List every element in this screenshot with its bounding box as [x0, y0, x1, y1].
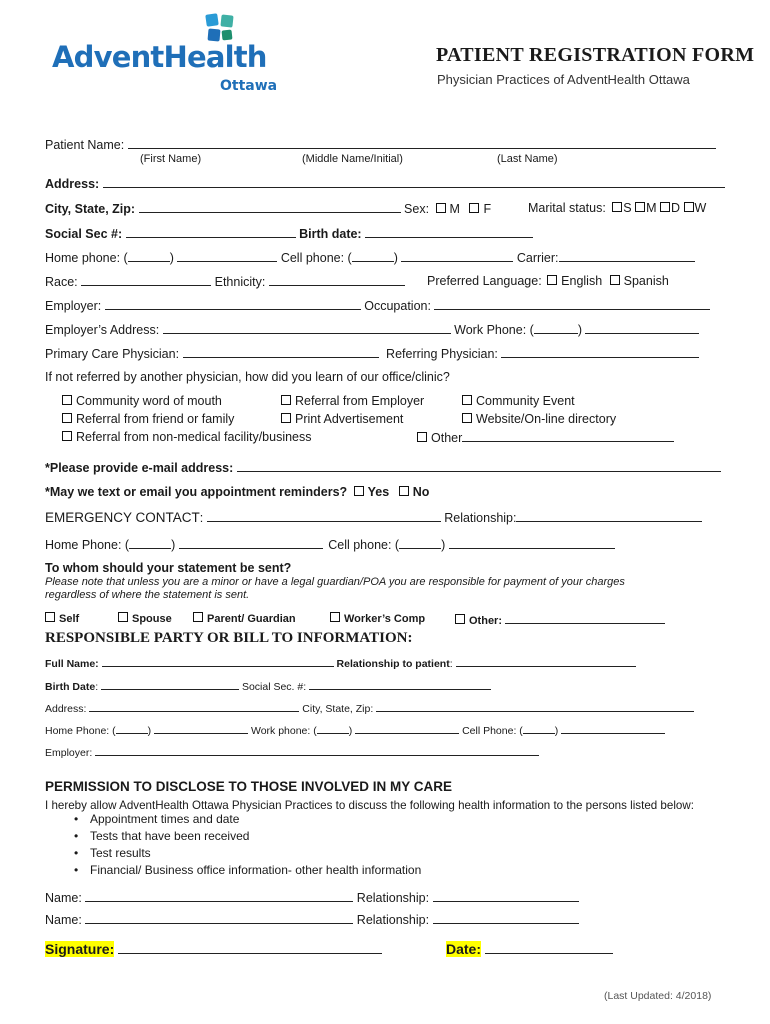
full-name-label: Full Name:: [45, 658, 99, 670]
emergency-cell-phone-label: Cell phone: (: [328, 538, 400, 552]
referral-option-label: Community word of mouth: [76, 394, 222, 408]
list-item: • Tests that have been received: [90, 828, 421, 845]
relationship-to-patient-label: Relationship to patient: [336, 658, 450, 670]
permission-list: [70, 811, 421, 879]
checkbox[interactable]: [118, 612, 128, 622]
responsible-employer-row: [45, 744, 539, 759]
statement-option-label: Other:: [469, 615, 502, 627]
ssn-field[interactable]: [126, 226, 296, 238]
date-row: [446, 941, 613, 957]
responsible-birth-row: [45, 678, 491, 693]
referral-option-label: Referral from Employer: [295, 394, 425, 408]
sex-f-label: F: [483, 202, 492, 216]
statement-note-1: Please note that unless you are a minor or have a legal guardian/POA you are responsible for payment of your charges: [45, 576, 625, 588]
responsible-employer-label: Employer:: [45, 747, 93, 759]
referral-other-field[interactable]: [462, 430, 674, 442]
employer-address-label: Employer’s Address:: [45, 323, 160, 337]
reminder-question: *May we text or email you appointment reminders?: [45, 485, 348, 499]
responsible-ssn-field[interactable]: [309, 678, 491, 690]
reminder-yes-label: Yes: [367, 485, 390, 499]
birth-date-field[interactable]: [365, 226, 533, 238]
marital-w-checkbox[interactable]: [684, 202, 694, 212]
list-item: • Financial/ Business office information- other health information: [90, 862, 421, 879]
patient-name-row: [45, 137, 716, 152]
occupation-label: Occupation:: [364, 299, 431, 313]
work-phone-field[interactable]: [585, 322, 699, 334]
checkbox[interactable]: [281, 413, 291, 423]
paren-close: ): [171, 538, 176, 552]
permission-relationship-field[interactable]: [433, 890, 579, 902]
statement-self[interactable]: [45, 612, 79, 625]
paren-close: ): [441, 538, 446, 552]
statement-option-label: Worker’s Comp: [344, 613, 426, 625]
referral-option-label: Referral from friend or family: [76, 412, 235, 426]
paren-close: ): [348, 725, 353, 737]
sex-m-checkbox[interactable]: [436, 203, 446, 213]
english-label: English: [561, 274, 603, 288]
responsible-cell-area[interactable]: [523, 722, 555, 734]
permission-relationship-label: Relationship:: [356, 913, 430, 927]
city-label: City, State, Zip:: [45, 202, 136, 216]
spanish-label: Spanish: [623, 274, 669, 288]
statement-question: To whom should your statement be sent?: [45, 561, 292, 575]
statement-other-field[interactable]: [505, 612, 665, 624]
referring-label: Referring Physician:: [386, 347, 498, 361]
emergency-cell-area[interactable]: [399, 537, 441, 549]
carrier-label: Carrier:: [516, 251, 559, 265]
checkbox[interactable]: [281, 395, 291, 405]
carrier-field[interactable]: [559, 250, 695, 262]
reminder-yes-checkbox[interactable]: [354, 486, 364, 496]
referral-question: If not referred by another physician, how did you learn of our office/clinic?: [45, 370, 450, 384]
referral-option-label: Print Advertisement: [295, 412, 404, 426]
responsible-employer-field[interactable]: [95, 744, 539, 756]
referral-friend-family[interactable]: [62, 412, 234, 426]
address-field[interactable]: [103, 176, 725, 188]
checkbox[interactable]: [455, 614, 465, 624]
reminder-no-label: No: [412, 485, 430, 499]
sex-f-checkbox[interactable]: [469, 203, 479, 213]
permission-name-field[interactable]: [85, 912, 353, 924]
work-phone-label: Work Phone: (: [454, 323, 534, 337]
employer-row: [45, 298, 710, 313]
ssn-row: [45, 226, 533, 241]
paren-close: ): [169, 251, 174, 265]
work-phone-area[interactable]: [534, 322, 578, 334]
employer-field[interactable]: [105, 298, 361, 310]
referral-option-label: Referral from non-medical facility/business: [76, 430, 312, 444]
referral-other[interactable]: [417, 430, 674, 445]
colon: :: [449, 658, 453, 670]
responsible-city-label: City, State, Zip:: [302, 703, 374, 715]
responsible-work-phone-label: Work phone: (: [250, 725, 317, 737]
form-subtitle: Physician Practices of AdventHealth Ottawa: [437, 72, 690, 87]
responsible-city-field[interactable]: [376, 700, 694, 712]
referral-website[interactable]: [462, 412, 616, 426]
statement-parent[interactable]: [193, 612, 296, 625]
checkbox[interactable]: [462, 413, 472, 423]
spanish-checkbox[interactable]: [610, 275, 620, 285]
responsible-work-phone-field[interactable]: [355, 722, 459, 734]
referral-non-medical[interactable]: [62, 430, 312, 444]
marital-m-checkbox[interactable]: [635, 202, 645, 212]
referral-option-label: Other: [431, 431, 463, 445]
home-phone-area[interactable]: [128, 250, 170, 262]
responsible-heading: RESPONSIBLE PARTY OR BILL TO INFORMATION:: [45, 630, 413, 646]
patient-name-field[interactable]: [128, 137, 716, 149]
permission-name-field[interactable]: [85, 890, 353, 902]
permission-relationship-label: Relationship:: [356, 891, 430, 905]
email-label: *Please provide e-mail address:: [45, 461, 234, 475]
responsible-cell-phone-label: Cell Phone: (: [462, 725, 523, 737]
emergency-relationship-label: Relationship:: [444, 511, 517, 525]
checkbox[interactable]: [330, 612, 340, 622]
permission-heading: PERMISSION TO DISCLOSE TO THOSE INVOLVED IN MY CARE: [45, 779, 453, 794]
referral-from-employer[interactable]: [281, 394, 424, 408]
employer-address-field[interactable]: [163, 322, 451, 334]
responsible-birth-field[interactable]: [101, 678, 239, 690]
signature-field[interactable]: [118, 942, 382, 954]
city-field[interactable]: [139, 201, 401, 213]
checkbox[interactable]: [62, 413, 72, 423]
marital-s-label: S: [623, 201, 632, 215]
referral-community-event[interactable]: [462, 394, 575, 408]
permission-name-label: Name:: [45, 913, 82, 927]
logo-text: AdventHealth: [52, 40, 267, 74]
email-field[interactable]: [237, 460, 721, 472]
emergency-cell-phone-field[interactable]: [449, 537, 615, 549]
referral-option-label: Website/On-line directory: [476, 412, 617, 426]
cell-phone-area[interactable]: [352, 250, 394, 262]
ethnicity-label: Ethnicity:: [214, 275, 266, 289]
marital-label: Marital status:: [528, 201, 606, 215]
marital-m-label: M: [646, 201, 657, 215]
signature-row: [45, 941, 382, 957]
emergency-home-phone-label: Home Phone: (: [45, 538, 130, 552]
city-row: [45, 201, 491, 216]
race-field[interactable]: [81, 274, 211, 286]
responsible-home-phone-field[interactable]: [154, 722, 248, 734]
logo: [52, 12, 292, 102]
checkbox[interactable]: [45, 612, 55, 622]
pcp-field[interactable]: [183, 346, 379, 358]
cell-phone-label: Cell phone: (: [280, 251, 352, 265]
emergency-home-phone-field[interactable]: [179, 537, 323, 549]
full-name-field[interactable]: [102, 655, 334, 667]
birth-date-label: Birth date:: [299, 227, 362, 241]
permission-relationship-field[interactable]: [433, 912, 579, 924]
emergency-row: [45, 510, 702, 525]
paren-close: ): [554, 725, 559, 737]
responsible-address-row: [45, 700, 694, 715]
race-label: Race:: [45, 275, 78, 289]
referral-word-of-mouth[interactable]: [62, 394, 222, 408]
permission-name-row-2: [45, 912, 579, 927]
marital-d-checkbox[interactable]: [660, 202, 670, 212]
language-label: Preferred Language:: [427, 274, 542, 288]
occupation-field[interactable]: [434, 298, 710, 310]
marital-d-label: D: [671, 201, 681, 215]
date-label: Date:: [446, 941, 482, 957]
responsible-home-area[interactable]: [116, 722, 148, 734]
ssn-label: Social Sec #:: [45, 227, 123, 241]
checkbox[interactable]: [62, 431, 72, 441]
address-row: [45, 176, 725, 191]
colon: :: [95, 681, 99, 693]
permission-name-row-1: [45, 890, 579, 905]
last-name-caption: (Last Name): [497, 153, 558, 165]
marital-row: [528, 201, 706, 215]
reminder-no-checkbox[interactable]: [399, 486, 409, 496]
referring-field[interactable]: [501, 346, 699, 358]
referral-option-label: Community Event: [476, 394, 575, 408]
middle-name-caption: (Middle Name/Initial): [302, 153, 403, 165]
email-row: [45, 460, 721, 475]
statement-spouse[interactable]: [118, 612, 172, 625]
language-row: [427, 274, 669, 288]
permission-statement: I hereby allow AdventHealth Ottawa Physician Practices to discuss the following health information to the persons listed below:: [45, 799, 694, 812]
marital-w-label: W: [694, 201, 707, 215]
responsible-address-field[interactable]: [89, 700, 299, 712]
form-title: PATIENT REGISTRATION FORM: [436, 44, 755, 66]
pcp-label: Primary Care Physician:: [45, 347, 180, 361]
paren-close: ): [577, 323, 582, 337]
list-item: • Appointment times and date: [90, 811, 421, 828]
employer-label: Employer:: [45, 299, 102, 313]
race-row: [45, 274, 405, 289]
paren-close: ): [147, 725, 152, 737]
responsible-birth-label: Birth Date: [45, 681, 96, 693]
emergency-name-field[interactable]: [207, 510, 441, 522]
responsible-name-row: [45, 655, 636, 670]
responsible-cell-phone-field[interactable]: [561, 722, 665, 734]
emergency-phone-row: [45, 537, 615, 552]
list-item: • Test results: [90, 845, 421, 862]
sex-label: Sex:: [404, 202, 430, 216]
emergency-relationship-field[interactable]: [516, 510, 702, 522]
statement-option-label: Spouse: [132, 613, 172, 625]
checkbox[interactable]: [62, 395, 72, 405]
responsible-phone-row: [45, 722, 665, 737]
responsible-work-area[interactable]: [317, 722, 349, 734]
statement-option-label: Self: [59, 613, 80, 625]
referral-print-ad[interactable]: [281, 412, 403, 426]
permission-name-label: Name:: [45, 891, 82, 905]
cell-phone-field[interactable]: [401, 250, 513, 262]
address-label: Address:: [45, 177, 100, 191]
logo-subtext: Ottawa: [220, 78, 278, 94]
date-field[interactable]: [485, 942, 613, 954]
responsible-address-label: Address:: [45, 703, 87, 715]
phone-row: [45, 250, 695, 265]
physician-row: [45, 346, 699, 361]
patient-name-label: Patient Name:: [45, 138, 125, 152]
signature-label: Signature:: [45, 941, 115, 957]
checkbox[interactable]: [193, 612, 203, 622]
responsible-ssn-label: Social Sec. #:: [241, 681, 307, 693]
emergency-home-area[interactable]: [129, 537, 171, 549]
paren-close: ): [393, 251, 398, 265]
marital-s-checkbox[interactable]: [612, 202, 622, 212]
checkbox[interactable]: [462, 395, 472, 405]
sex-m-label: M: [449, 202, 460, 216]
employer-address-row: [45, 322, 699, 337]
last-updated: (Last Updated: 4/2018): [604, 990, 712, 1002]
statement-workers-comp[interactable]: [330, 612, 425, 625]
statement-note-2: regardless of where the statement is sent.: [45, 589, 250, 601]
english-checkbox[interactable]: [547, 275, 557, 285]
reminder-row: [45, 485, 429, 499]
emergency-label: EMERGENCY CONTACT: [45, 510, 200, 525]
statement-option-label: Parent/ Guardian: [207, 613, 296, 625]
statement-other[interactable]: [455, 612, 665, 627]
responsible-home-phone-label: Home Phone: (: [45, 725, 116, 737]
home-phone-label: Home phone: (: [45, 251, 128, 265]
first-name-caption: (First Name): [140, 153, 202, 165]
relationship-to-patient-field[interactable]: [456, 655, 636, 667]
checkbox[interactable]: [417, 432, 427, 442]
home-phone-field[interactable]: [177, 250, 277, 262]
colon: :: [199, 511, 204, 525]
ethnicity-field[interactable]: [269, 274, 405, 286]
